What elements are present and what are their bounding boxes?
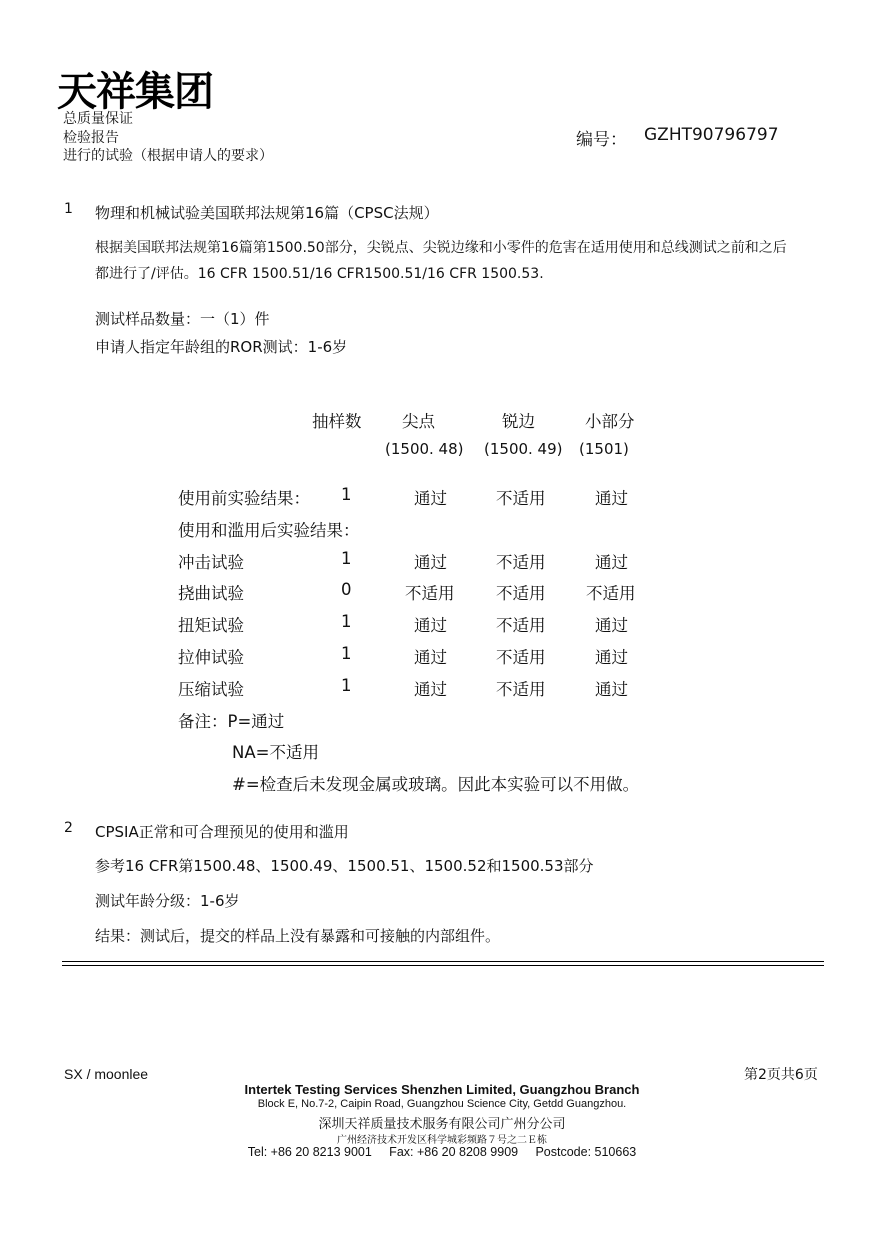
- row-tension-small-parts: 通过: [595, 648, 628, 667]
- sample-quantity: 测试样品数量：一（1）件: [95, 310, 270, 328]
- note-pass: 备注：P=通过: [178, 712, 285, 731]
- row-impact-sharp-points: 通过: [414, 553, 447, 572]
- row-pre-use-sharp-edges: 不适用: [496, 489, 546, 508]
- report-number-label: 编号：: [576, 130, 627, 150]
- row-compression-sharp-edges: 不适用: [496, 680, 546, 699]
- header-line-report: 检验报告: [63, 130, 119, 146]
- row-label-torque-test: 扭矩试验: [178, 616, 244, 635]
- row-compression-small-parts: 通过: [595, 680, 628, 699]
- footer-address-en: Block E, No.7-2, Caipin Road, Guangzhou Science City, Getdd Guangzhou.: [257, 1098, 627, 1110]
- note-na: NA=不适用: [232, 743, 319, 762]
- row-tension-sharp-edges: 不适用: [496, 648, 546, 667]
- row-flexure-small-parts: 不适用: [586, 584, 636, 603]
- section-1-paragraph-line1: 根据美国联邦法规第16篇第1500.50部分，尖锐点、尖锐边缘和小零件的危害在适用使用和总线测试之前和之后: [95, 240, 787, 256]
- row-label-tension-test: 拉伸试验: [178, 648, 244, 667]
- col-header-sharp-edges: 锐边: [502, 412, 535, 431]
- row-impact-small-parts: 通过: [595, 553, 628, 572]
- col-header-small-parts: 小部分: [585, 412, 635, 431]
- row-label-compression-test: 压缩试验: [178, 680, 244, 699]
- company-logo: 天祥集团: [57, 69, 213, 115]
- row-tension-sharp-points: 通过: [414, 648, 447, 667]
- row-tension-count: 1: [341, 644, 352, 663]
- row-compression-sharp-points: 通过: [414, 680, 447, 699]
- row-compression-count: 1: [341, 676, 352, 695]
- col-subheader-1500-48: (1500. 48): [385, 440, 464, 458]
- row-flexure-sharp-edges: 不适用: [496, 584, 546, 603]
- section-1-number: 1: [64, 201, 73, 217]
- section-1-paragraph-line2: 都进行了/评估。16 CFR 1500.51/16 CFR1500.51/16 CFR 1500.53.: [95, 266, 544, 282]
- col-subheader-1500-49: (1500. 49): [484, 440, 563, 458]
- col-header-sharp-points: 尖点: [402, 412, 435, 431]
- footer-address-cn: 广州经济技术开发区科学城彩频路７号之二Ｅ栋: [337, 1135, 547, 1146]
- row-label-flexure-test: 挠曲试验: [178, 584, 244, 603]
- row-torque-sharp-edges: 不适用: [496, 616, 546, 635]
- report-number: GZHT90796797: [644, 125, 779, 145]
- section-2-result: 结果：测试后，提交的样品上没有暴露和可接触的内部组件。: [95, 927, 501, 945]
- row-label-pre-use: 使用前实验结果：: [178, 489, 310, 508]
- row-impact-count: 1: [341, 549, 352, 568]
- col-subheader-1501: (1501): [579, 440, 629, 458]
- row-label-impact-test: 冲击试验: [178, 553, 244, 572]
- footer-company-en: Intertek Testing Services Shenzhen Limited, Guangzhou Branch: [244, 1082, 640, 1097]
- row-impact-sharp-edges: 不适用: [496, 553, 546, 572]
- row-pre-use-small-parts: 通过: [595, 489, 628, 508]
- section-2-number: 2: [64, 820, 73, 836]
- row-pre-use-count: 1: [341, 485, 352, 504]
- divider-bottom: [62, 965, 824, 966]
- row-torque-sharp-points: 通过: [414, 616, 447, 635]
- row-pre-use-sharp-points: 通过: [414, 489, 447, 508]
- section-2-reference: 参考16 CFR第1500.48、1500.49、1500.51、1500.52和1500.53部分: [95, 857, 594, 875]
- row-flexure-count: 0: [341, 580, 352, 599]
- header-line-tests: 进行的试验（根据申请人的要求）: [63, 148, 273, 164]
- col-header-sample-count: 抽样数: [312, 412, 362, 431]
- header-line-qa: 总质量保证: [63, 111, 133, 127]
- row-label-use-abuse: 使用和滥用后实验结果：: [178, 521, 360, 540]
- row-torque-count: 1: [341, 612, 352, 631]
- age-group: 申请人指定年龄组的ROR测试：1-6岁: [95, 338, 348, 356]
- section-2-title: CPSIA正常和可合理预见的使用和滥用: [95, 823, 349, 841]
- row-flexure-sharp-points: 不适用: [405, 584, 455, 603]
- footer-contact: Tel: +86 20 8213 9001 Fax: +86 20 8208 9909 Postcode: 510663: [247, 1145, 637, 1159]
- divider-top: [62, 961, 824, 962]
- note-hash: #=检查后未发现金属或玻璃。因此本实验可以不用做。: [232, 775, 640, 794]
- row-torque-small-parts: 通过: [595, 616, 628, 635]
- section-2-age-grade: 测试年龄分级：1-6岁: [95, 892, 240, 910]
- page-number: 第2页共6页: [744, 1067, 818, 1083]
- section-1-title: 物理和机械试验美国联邦法规第16篇（CPSC法规）: [95, 204, 439, 222]
- author: SX / moonlee: [64, 1066, 149, 1082]
- footer-company-cn: 深圳天祥质量技术服务有限公司广州分公司: [318, 1117, 566, 1132]
